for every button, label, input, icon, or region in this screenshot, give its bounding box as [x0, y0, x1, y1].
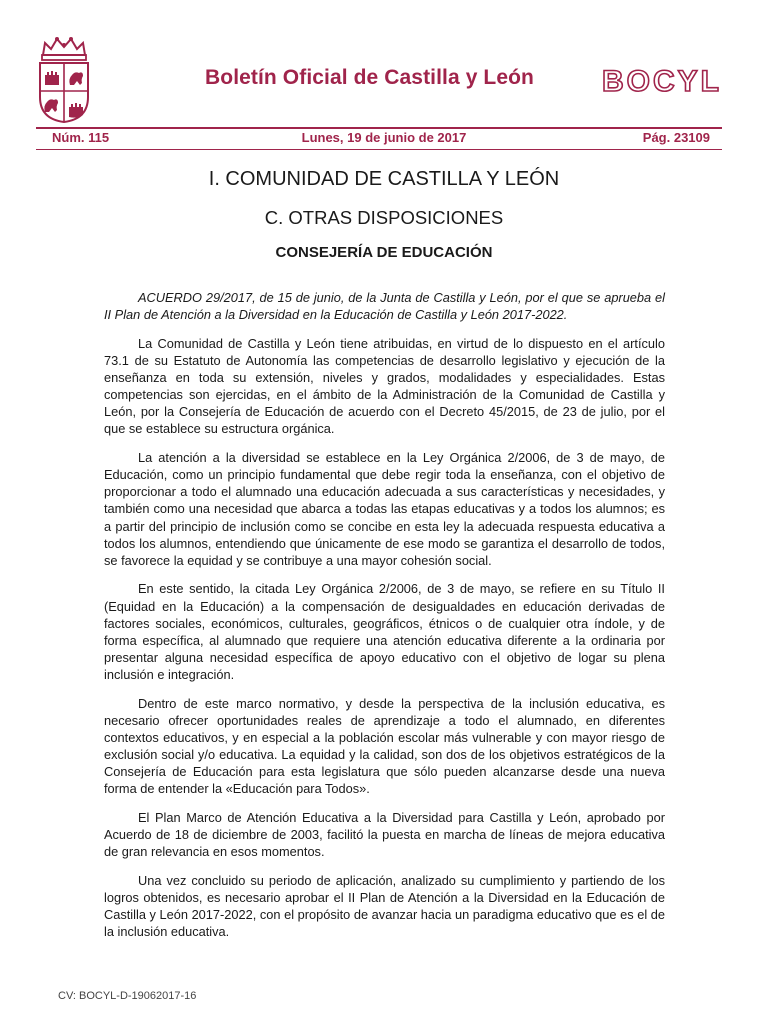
- header-rule-top: [36, 127, 722, 129]
- department-heading: CONSEJERÍA DE EDUCACIÓN: [275, 244, 493, 261]
- document-body: [104, 289, 665, 952]
- body-paragraph: Dentro de este marco normativo, y desde la perspectiva de la inclusión educativa, es necesario ofrecer oportunidades reales de aprendizaje a todo el alumnado, en diferentes contextos educativos, y en especial a la población escolar más vulnerable y con mayor riesgo de exclusión social y/o educativa. La equidad y la calidad, son dos de los objetivos estratégicos de la Consejería de Educación para esta legislatura que sólo pueden alcanzarse desde una nueva forma de entender la «Educación para Todos».: [104, 695, 665, 797]
- agreement-title: ACUERDO 29/2017, de 15 de junio, de la Junta de Castilla y León, por el que se aprueba el II Plan de Atención a la Diversidad en la Educación de Castilla y León 2017-2022.: [104, 290, 665, 323]
- coat-of-arms-icon: [35, 35, 93, 123]
- header-rule-bottom: [36, 149, 722, 150]
- body-paragraph: En este sentido, la citada Ley Orgánica 2/2006, de 3 de mayo, se refiere en su Título II (Equidad en la Educación) a la compensación de desigualdades en educación derivadas de factores sociales, económicos, culturales, geográficos, étnicos o de cualquier otra índole, y de forma específica, al alumnado que requiere una atención educativa diferente a la ordinaria por presentar alguna necesidad específica de apoyo educativo con el objetivo de logar su plena inclusión e integración.: [104, 581, 665, 682]
- body-paragraph: La atención a la diversidad se establece en la Ley Orgánica 2/2006, de 3 de mayo, de Educación, como un principio fundamental que debe regir toda la enseñanza, con el objetivo de proporcionar a todo el alumnado una educación adecuada a sus características y necesidades, y también como una necesidad que abarca a todas las etapas educativas y a todos los alumnos; es a partir del principio de inclusión como se concibe en esta ley la adecuada respuesta educativa a todos los alumnos, entendiendo que únicamente de ese modo se garantiza el desarrollo de todos, se favorece la equidad y se contribuye a una mayor cohesión social.: [104, 450, 665, 568]
- page-number: Pág. 23109: [642, 130, 710, 145]
- cv-code: CV: BOCYL-D-19062017-16: [58, 990, 197, 1002]
- body-paragraph: La Comunidad de Castilla y León tiene atribuidas, en virtud de lo dispuesto en el artículo 73.1 de su Estatuto de Autonomía las competencias de desarrollo legislativo y ejecución de la enseñanza en toda su extensión, niveles y grados, modalidades y especialidades. Estas competencias son ejercidas, en el ámbito de la Administración de la Comunidad de Castilla y León, por la Consejería de Educación de acuerdo con el Decreto 45/2015, de 23 de julio, por el que se establece su estructura orgánica.: [104, 335, 665, 437]
- section-heading: I. COMUNIDAD DE CASTILLA Y LEÓN: [208, 168, 560, 190]
- bocyl-logo-text: BOCYL: [602, 65, 722, 96]
- page-header: [0, 0, 768, 140]
- body-paragraph: El Plan Marco de Atención Educativa a la Diversidad para Castilla y León, aprobado por Acuerdo de 18 de diciembre de 2003, facilitó la puesta en marcha de líneas de mejora educativa de gran relevancia en esos momentos.: [104, 809, 665, 860]
- bocyl-logo: [600, 64, 756, 96]
- issue-date: Lunes, 19 de junio de 2017: [301, 130, 467, 145]
- body-paragraph: Una vez concluido su periodo de aplicación, analizado su cumplimiento y partiendo de los logros obtenidos, es necesario aprobar el II Plan de Atención a la Diversidad en la Educación de Castilla y León 2017-2022, con el propósito de avanzar hacia un paradigma educativo que es el de la inclusión educativa.: [104, 872, 665, 940]
- issue-number: Núm. 115: [52, 130, 110, 145]
- subsection-heading: C. OTRAS DISPOSICIONES: [264, 207, 504, 228]
- bulletin-title: Boletín Oficial de Castilla y León: [205, 66, 534, 89]
